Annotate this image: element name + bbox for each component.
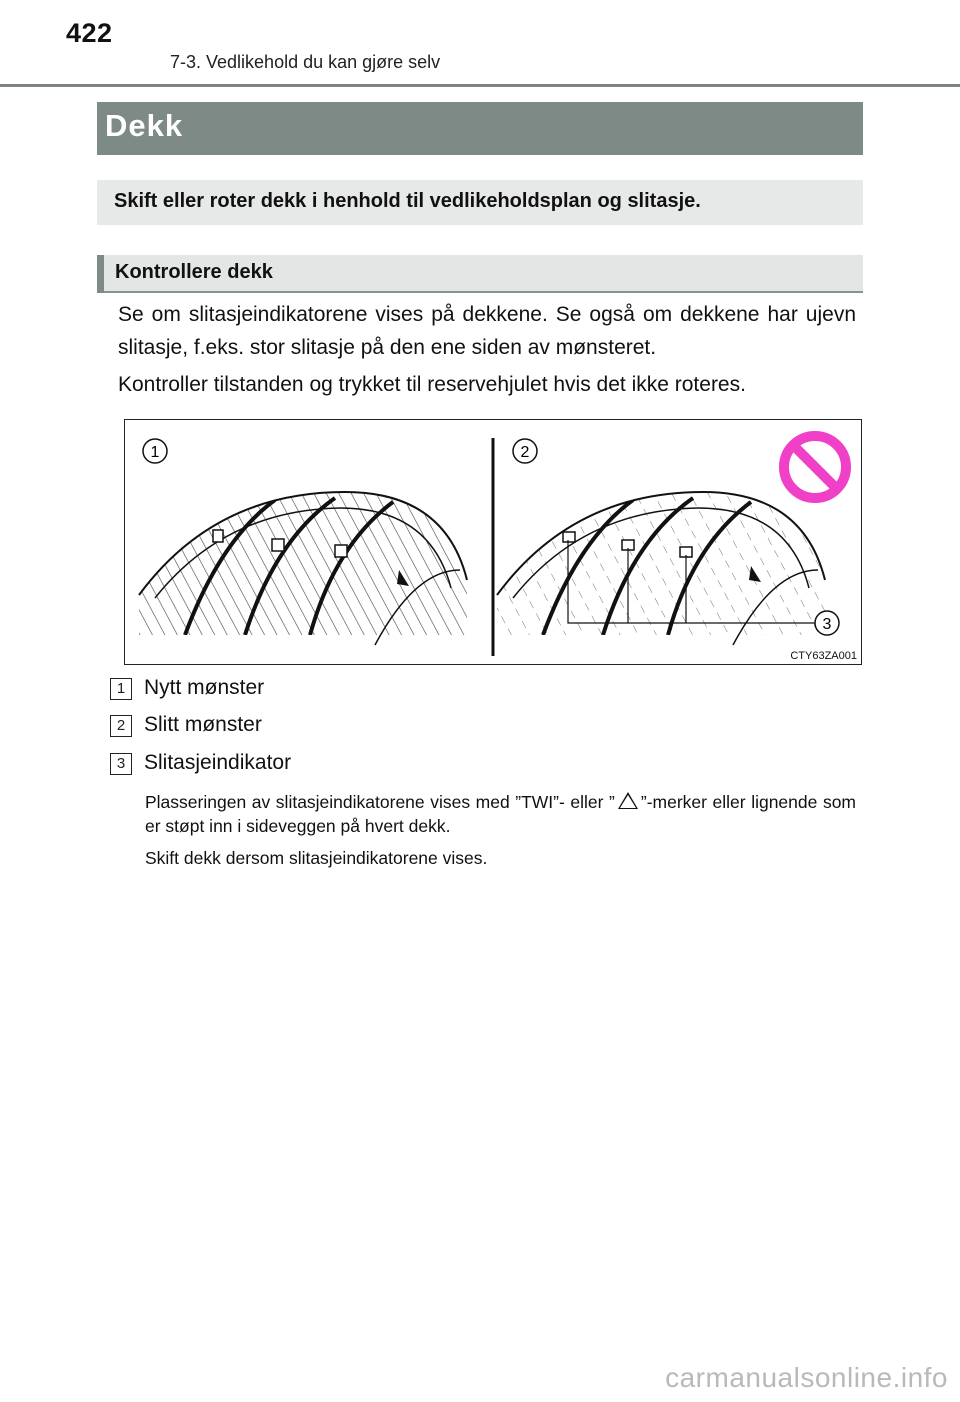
figure-code: CTY63ZA001: [790, 650, 857, 662]
summary-text: Skift eller roter dekk i henhold til vedlikeholdsplan og slitasje.: [114, 190, 701, 212]
note-paragraph: [145, 790, 856, 838]
summary-box: [97, 180, 863, 225]
callout-3: [815, 611, 839, 635]
tire-illustration: [125, 420, 863, 666]
page-number: 422: [66, 18, 113, 48]
section-title: Dekk: [105, 108, 184, 143]
watermark: carmanualsonline.info: [665, 1362, 948, 1393]
header-divider: [0, 84, 960, 87]
tire-figure: [124, 419, 862, 665]
callout-2: [513, 439, 537, 463]
tire-worn-tread-illustration: [485, 480, 845, 650]
subsection-accent-bar: [97, 255, 104, 293]
tire-new-tread-illustration: [125, 480, 485, 650]
note-text: ”-merker eller lignende som er støpt inn i sideveggen på hvert dekk.: [145, 792, 856, 836]
note-text: Plasseringen av slitasjeindikatorene vises med ”TWI”- eller ”: [145, 792, 615, 812]
triangle-icon: [618, 792, 638, 809]
chapter-title: 7-3. Vedlikehold du kan gjøre selv: [170, 52, 441, 72]
legend-label: Slitt mønster: [144, 713, 262, 736]
svg-text:3: 3: [822, 616, 832, 633]
svg-text:2: 2: [520, 444, 530, 461]
section-banner: [97, 102, 863, 155]
subsection-heading: [97, 255, 863, 293]
subsection-title: Kontrollere dekk: [115, 261, 273, 283]
note-paragraph: Skift dekk dersom slitasjeindikatorene vises.: [145, 848, 488, 868]
prohibition-icon: [784, 436, 846, 498]
legend-number: 3: [110, 753, 132, 775]
legend-number: 2: [110, 715, 132, 737]
body-paragraph: Se om slitasjeindikatorene vises på dekkene. Se også om dekkene har ujevn slitasje, f.eks. stor slitasje på den ene siden av mønsteret.: [118, 303, 856, 359]
svg-text:1: 1: [150, 444, 160, 461]
legend-label: Slitasjeindikator: [144, 751, 292, 774]
legend-number: 1: [110, 678, 132, 700]
body-paragraph: Kontroller tilstanden og trykket til reservehjulet hvis det ikke roteres.: [118, 373, 746, 396]
legend-label: Nytt mønster: [144, 676, 265, 699]
callout-1: [143, 439, 167, 463]
